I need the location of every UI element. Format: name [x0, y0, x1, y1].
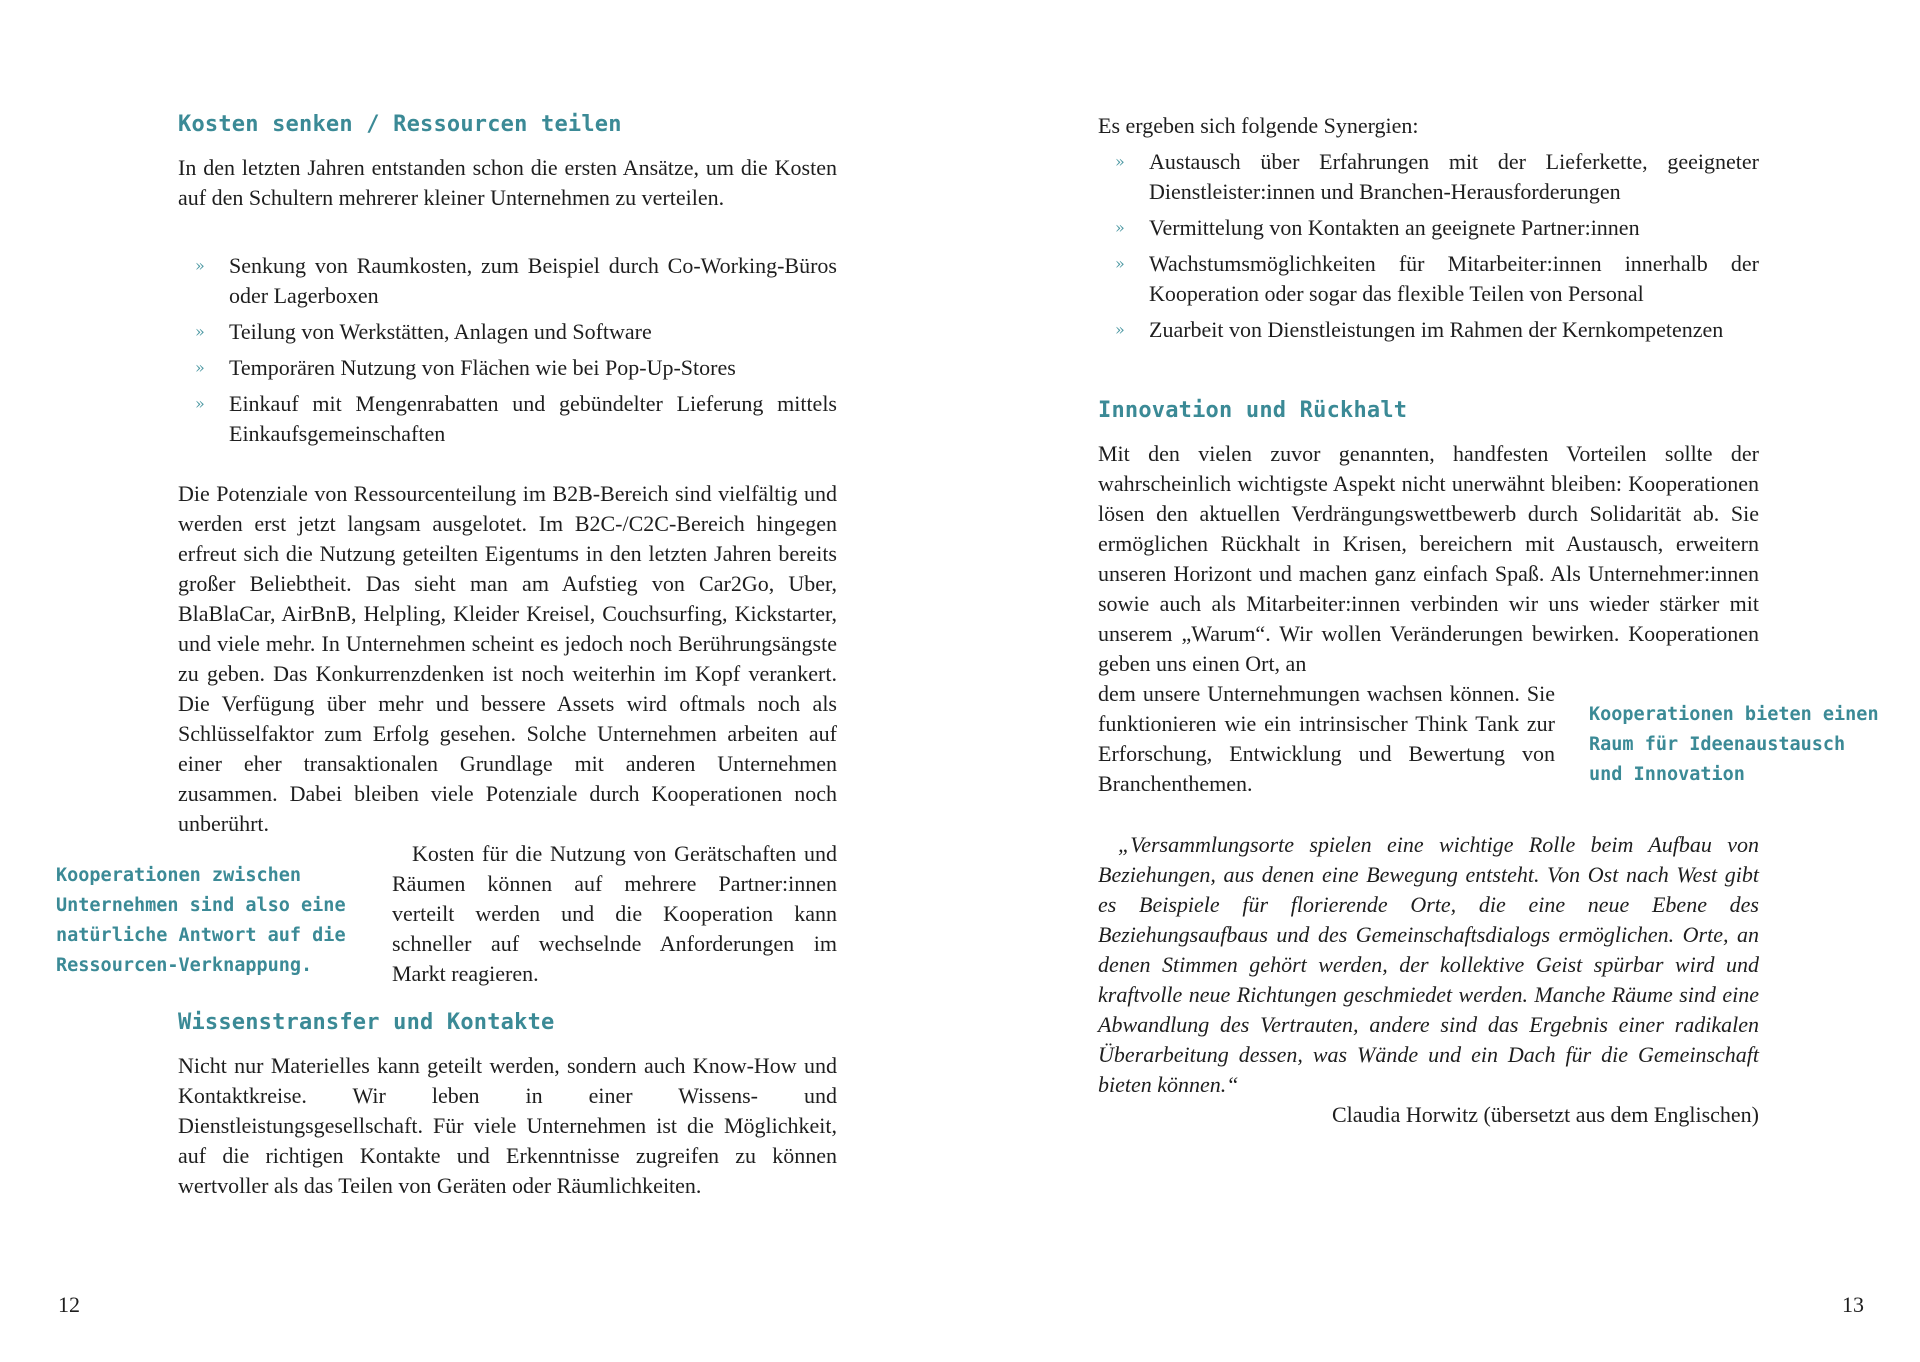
cost-bullet-list: [178, 251, 837, 455]
heading-kosten-senken: Kosten senken / Ressourcen teilen: [178, 112, 622, 137]
list-item: » Austausch über Erfahrungen mit der Lieferkette, geeigneter Dienstleister:innen und Branchen-Herausforderungen: [1115, 149, 1759, 204]
synergies-bullet-list: [1098, 147, 1759, 351]
heading-innovation: Innovation und Rückhalt: [1098, 398, 1408, 423]
bullet-icon: »: [195, 322, 205, 341]
list-item: » Zuarbeit von Dienstleistungen im Rahmen der Kernkompetenzen: [1098, 315, 1759, 345]
pull-quote-left: Kooperationen zwischen Unternehmen sind also eine natürliche Antwort auf die Ressourcen-Verknappung.: [56, 865, 346, 976]
bullet-icon: »: [195, 358, 205, 377]
heading-wissenstransfer: Wissenstransfer und Kontakte: [178, 1010, 555, 1035]
bullet-icon: »: [195, 394, 205, 413]
potenziale-paragraph: Die Potenziale von Ressourcenteilung im B2B-Bereich sind vielfältig und werden erst jetzt langsam ausgelotet. Im B2C-/C2C-Bereich hingegen erfreut sich die Nutzung geteilten Eigentums in den letzten Jahren bereits großer Beliebtheit. Das sieht man am Aufstieg von Car2Go, Uber, BlaBlaCar, AirBnB, Helpling, Kleider Kreisel, Couchsurfing, Kickstarter, und viele mehr. In Unternehmen scheint es jedoch noch Berührungsängste zu geben. Das Konkurrenzdenken ist noch weiterhin im Kopf verankert. Die Verfügung über mehr und bessere Assets wird oftmals noch als Schlüsselfaktor zum Erfolg gesehen. Solche Unternehmen arbeiten auf einer eher transaktionalen Grundlage mit anderen Unternehmen zusammen. Dabei bleiben viele Potenziale durch Kooperationen noch unberührt.: [178, 481, 837, 836]
list-item: » Einkauf mit Mengenrabatten und gebündelter Lieferung mittels Einkaufsgemeinschaften: [195, 391, 837, 446]
bullet-icon: »: [1115, 218, 1125, 237]
list-item: » Teilung von Werkstätten, Anlagen und Software: [178, 317, 837, 347]
list-item: » Wachstumsmöglichkeiten für Mitarbeiter:innen innerhalb der Kooperation oder sogar das flexible Teilen von Personal: [1115, 251, 1759, 306]
list-item: » Vermittelung von Kontakten an geeignete Partner:innen: [1098, 213, 1759, 243]
bullet-icon: »: [1115, 320, 1125, 339]
page-number-left: 12: [58, 1292, 80, 1317]
quote-attribution: Claudia Horwitz (übersetzt aus dem Englischen): [1331, 1102, 1759, 1127]
innovation-paragraph-cont: dem unsere Unternehmungen wachsen können. Sie funktionieren wie ein intrinsischer Think Tank zur Erforschung, Entwicklung und Bewertung von Branchenthemen.: [1098, 681, 1555, 796]
innovation-paragraph: Mit den vielen zuvor genannten, handfesten Vorteilen sollte der wahrscheinlich wichtigste Aspekt nicht unerwähnt bleiben: Kooperationen lösen den aktuellen Verdrängungswettbewerb durch Solidarität ab. Sie ermöglichen Rückhalt in Krisen, bereichern mit Austausch, erweitern unseren Horizont und machen ganz einfach Spaß. Als Unternehmer:innen sowie auch als Mitarbeiter:innen verbinden wir uns wieder stärker mit unserem „Warum“. Wir wollen Veränderungen bewirken. Kooperationen geben uns einen Ort, an: [1098, 441, 1759, 676]
bullet-icon: »: [195, 256, 205, 275]
bullet-icon: »: [1115, 254, 1125, 273]
page-number-right: 13: [1842, 1292, 1864, 1317]
bullet-icon: »: [1115, 152, 1125, 171]
synergies-intro: Es ergeben sich folgende Synergien:: [1098, 113, 1419, 138]
pull-quote-right: Kooperationen bieten einen Raum für Ideenaustausch und Innovation: [1589, 704, 1879, 785]
kosten-paragraph: Kosten für die Nutzung von Gerätschaften und Räumen können auf mehrere Partner:innen verteilt werden und die Kooperation kann schneller auf wechselnde Anforderungen im Markt reagieren.: [392, 841, 837, 986]
quote-block: „Versammlungsorte spielen eine wichtige Rolle beim Aufbau von Beziehungen, aus denen eine Bewegung entsteht. Von Ost nach West gibt es Beispiele für florierende Orte, die eine neue Ebene des Beziehungsaufbaus und des Gemeinschaftsdialogs ermöglichen. Orte, an denen Stimmen gehört werden, der kollektive Geist spürbar wird und kraftvolle neue Richtungen geschmiedet werden. Manche Räume sind eine Abwandlung des Vertrauten, andere sind das Ergebnis einer radikalen Überarbeitung dessen, was Wände und ein Dach für die Gemeinschaft bieten können.“: [1098, 832, 1759, 1097]
list-item: » Temporären Nutzung von Flächen wie bei Pop-Up-Stores: [178, 353, 837, 383]
intro-paragraph: In den letzten Jahren entstanden schon die ersten Ansätze, um die Kosten auf den Schultern mehrerer kleiner Unternehmen zu verteilen.: [178, 155, 837, 210]
list-item: » Senkung von Raumkosten, zum Beispiel durch Co-Working-Büros oder Lagerboxen: [195, 253, 837, 308]
wissenstransfer-paragraph: Nicht nur Materielles kann geteilt werden, sondern auch Know-How und Kontaktkreise. Wir leben in einer Wissens- und Dienstleistungsgesellschaft. Für viele Unternehmen ist die Möglichkeit, auf die richtigen Kontakte und Erkenntnisse zugreifen zu können wertvoller als das Teilen von Geräten oder Räumlichkeiten.: [178, 1053, 837, 1198]
